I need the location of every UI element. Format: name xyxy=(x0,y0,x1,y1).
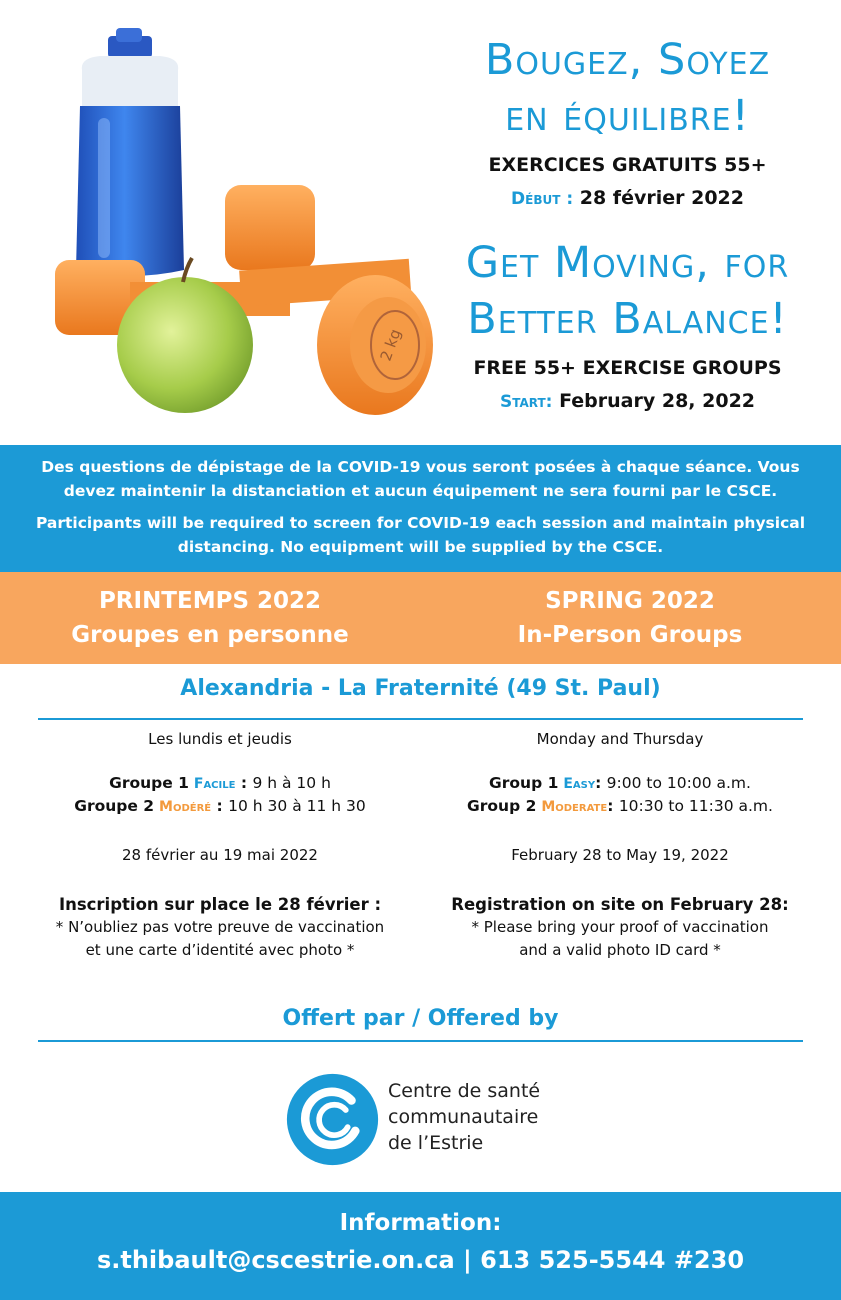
level-moderate: Moderate xyxy=(541,799,608,815)
csce-logo-text: Centre de santé communautaire de l’Estrie xyxy=(388,1080,541,1154)
contact-email[interactable]: s.thibault@cscestrie.on.ca xyxy=(96,1246,455,1274)
level-easy: Easy xyxy=(563,776,596,792)
group-2-line: Groupe 2 Modéré : 10 h 30 à 11 h 30 xyxy=(74,797,366,815)
group-1-line: Groupe 1 Facile : 9 h à 10 h xyxy=(109,774,331,792)
schedule-french xyxy=(10,728,430,962)
french-start-date: Début : 28 février 2022 xyxy=(511,187,744,209)
registration-heading: Registration on site on February 28: xyxy=(451,895,789,914)
contact-footer xyxy=(0,1192,841,1300)
registration-heading: Inscription sur place le 28 février : xyxy=(58,895,382,914)
season-band xyxy=(0,572,841,664)
contact-line: s.thibault@cscestrie.on.ca | 613 525-5544 #230 xyxy=(96,1246,745,1274)
vaccination-note: * N’oubliez pas votre preuve de vaccination et une carte d’identité avec photo * xyxy=(55,918,385,959)
water-bottle-icon xyxy=(76,28,184,276)
covid-notice-fr: Des questions de dépistage de la COVID-19 vous seront posées à chaque séance. Vous devez maintenir la distanciation et aucun équipement ne sera fourni par le CSCE. xyxy=(41,458,800,500)
offered-by-heading: Offert par / Offered by xyxy=(282,1006,559,1031)
fitness-illustration xyxy=(20,20,440,440)
location-divider xyxy=(38,718,803,720)
schedule-english xyxy=(410,728,830,962)
covid-notice-band xyxy=(0,445,841,572)
hero-titles xyxy=(440,32,815,418)
season-en: SPRING 2022 In-Person Groups xyxy=(517,588,743,648)
contact-phone[interactable]: 613 525-5544 #230 xyxy=(480,1246,745,1274)
english-subtitle: FREE 55+ EXERCISE GROUPS xyxy=(473,357,782,379)
english-title: Get Moving, for Better Balance! xyxy=(465,238,790,344)
dumbbell-weight-label: 2 kg xyxy=(376,326,405,364)
vaccination-note: * Please bring your proof of vaccination and a valid photo ID card * xyxy=(471,918,769,959)
french-title: Bougez, Soyez en équilibre! xyxy=(484,35,771,141)
level-moderate: Modéré xyxy=(159,799,212,815)
covid-notice-en: Participants will be required to screen for COVID-19 each session and maintain physical distancing. No equipment will be supplied by the CSCE. xyxy=(35,514,806,556)
english-start-date: Start: February 28, 2022 xyxy=(499,390,756,412)
schedule-dates: 28 février au 19 mai 2022 xyxy=(122,846,318,864)
schedule-dates: February 28 to May 19, 2022 xyxy=(511,846,729,864)
level-easy: Facile xyxy=(193,776,236,792)
hero-section xyxy=(0,0,841,445)
location-heading: Alexandria - La Fraternité (49 St. Paul) xyxy=(180,676,661,701)
csce-logo xyxy=(285,1072,585,1172)
schedule-days: Les lundis et jeudis xyxy=(148,730,292,748)
group-1-line: Group 1 Easy: 9:00 to 10:00 a.m. xyxy=(489,774,751,792)
csce-swirl-logo-icon xyxy=(285,1072,380,1167)
season-fr: PRINTEMPS 2022 Groupes en personne xyxy=(71,588,349,648)
group-2-line: Group 2 Moderate: 10:30 to 11:30 a.m. xyxy=(467,797,773,815)
french-subtitle: EXERCICES GRATUITS 55+ xyxy=(488,154,767,176)
offered-divider xyxy=(38,1040,803,1042)
schedule-days: Monday and Thursday xyxy=(536,730,704,748)
info-label: Information: xyxy=(339,1210,502,1236)
